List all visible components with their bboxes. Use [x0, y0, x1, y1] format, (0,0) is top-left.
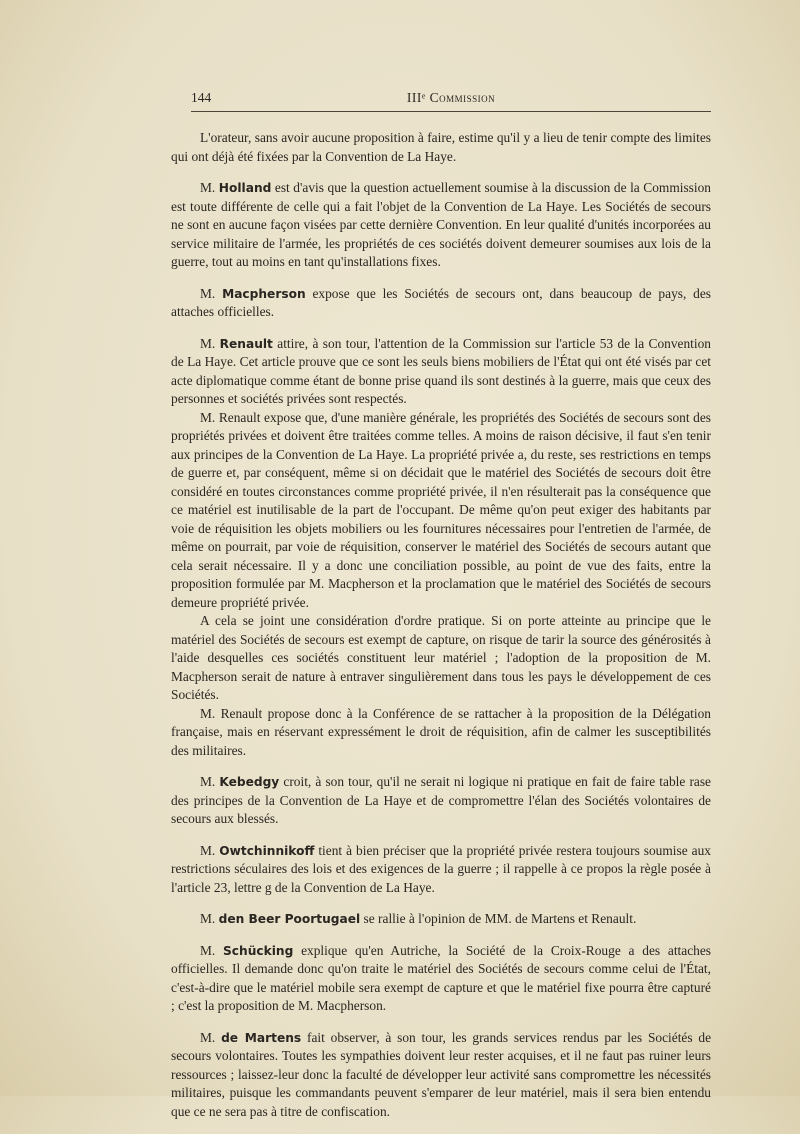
page-body	[171, 129, 712, 1134]
paragraph-text: croit, à son tour, qu'il ne serait ni logique ni pratique en fait de faire table rase des principes de la Convention de La Haye et de compromettre l'élan des Sociétés volontaires de secours aux blessés.	[171, 774, 711, 826]
speaker-prefix: M.	[200, 335, 220, 351]
speaker-prefix: M.	[200, 942, 224, 958]
speaker-prefix: M.	[200, 1029, 222, 1045]
running-title: IIIᵉ Commission	[406, 90, 496, 105]
paragraph-text: est d'avis que la question actuellement soumise à la discussion de la Commission est toute différente de celle qui a fait l'objet de la Convention de La Haye. Les Sociétés de secours ne sont en aucune façon visées par cette dernière Convention. En leur qualité d'unités incorporées au service militaire de l'armée, les propriétés de ces sociétés doivent demeurer soumises aux lois de la guerre, tout au moins en tant qu'installations fixes.	[171, 180, 711, 269]
paragraph	[171, 612, 711, 705]
speaker-name: Schücking	[223, 943, 294, 958]
page-header	[191, 88, 711, 108]
paragraph	[171, 129, 711, 166]
speaker-name: Owtchinnikoff	[219, 843, 315, 858]
speaker-prefix: M.	[200, 842, 220, 858]
speaker-prefix: M.	[200, 774, 220, 789]
paragraph-text: M. Renault propose donc à la Conférence de se rattacher à la proposition de la Délégation française, mais en réservant expressément le droit de réquisition, afin de calmer les susceptibilités des militaires.	[171, 705, 711, 758]
paragraph-text: se rallie à l'opinion de MM. de Martens et Renault.	[360, 911, 637, 926]
speaker-prefix: M.	[200, 911, 219, 926]
speaker-name: Kebedgy	[219, 775, 280, 789]
paragraph	[171, 409, 711, 613]
paragraph-text: explique qu'en Autriche, la Société de la Croix-Rouge a des attaches officielles. Il demande donc qu'on traite le matériel des Sociétés de secours comme celui de l'État, c'est-à-dire que le matériel mobile sera exempt de capture et que le matériel fixe pourra être capturé ; c'est la proposition de M. Macpherson.	[171, 942, 711, 1013]
paragraph	[171, 179, 711, 272]
paragraph-text: A cela se joint une considération d'ordre pratique. Si on porte atteinte au principe que le matériel des Sociétés de secours est exempt de capture, on risque de tarir la source des générosités à l'aide desquelles ces sociétés constituent leur matériel ; l'adoption de la proposition de M. Macpherson serait de nature à entraver singulièrement dans tous les pays le développement de ces Sociétés.	[171, 613, 711, 702]
paragraph	[171, 285, 711, 322]
speaker-name: de Martens	[221, 1030, 302, 1045]
paragraph	[171, 705, 711, 761]
speaker-name: den Beer Poortugael	[218, 912, 361, 926]
paragraph	[171, 773, 711, 829]
speaker-name: Holland	[218, 181, 272, 195]
paragraph-text: attire, à son tour, l'attention de la Commission sur l'article 53 de la Convention de La Haye. Cet article prouve que ce sont les seuls biens mobiliers de l'État qui ont été visés par cet acte diplomatique comme étant de bonne prise quand ils sont destinés à la guerre, mais que ceux des personnes et sociétés privées sont respectés.	[171, 335, 712, 406]
paragraph-text: fait observer, à son tour, les grands services rendus par les Sociétés de secours volontaires. Toutes les sympathies doivent leur rester acquises, et il ne faut pas ruiner leurs ressources ; laissez-leur donc la faculté de développer leur activité sans compromettre les nécessités militaires, puisque les commandants peuvent s'emparer de leur matériel, mais il sera bien entendu que ce ne sera pas à titre de confiscation.	[171, 1029, 712, 1119]
speaker-name: Macpherson	[222, 286, 306, 301]
paragraph	[171, 1029, 711, 1122]
speaker-prefix: M.	[200, 180, 219, 195]
header-rule	[191, 111, 711, 112]
paragraph	[171, 335, 711, 409]
page-number: 144	[191, 90, 212, 105]
paragraph-text: M. Renault expose que, d'une manière générale, les propriétés des Sociétés de secours sont des propriétés privées et doivent être traitées comme telles. A moins de raison décisive, il faut s'en tenir aux principes de la Convention de La Haye. La propriété privée a, du reste, ses restrictions en temps de guerre et, par conséquent, même si on décidait que le matériel des Sociétés de secours doit être considéré en toutes circonstances comme propriété privée, il n'en résulterait pas la conséquence que ce matériel est inutilisable de la part de l'occupant. De même qu'on peut exiger des habitants par voie de réquisition les objets mobiliers ou les fournitures nécessaires pour l'entretien de l'armée, de même on pourrait, par voie de réquisition, conserver le matériel des Sociétés de secours autant que cela serait nécessaire. Il y a donc une conciliation possible, au point de vue des faits, entre la proposition formulée par M. Macpherson et la proclamation que le matériel des Sociétés de secours demeure propriété privée.	[171, 409, 711, 610]
speaker-prefix: M.	[200, 285, 223, 301]
speaker-name: Renault	[219, 336, 273, 351]
paragraph	[171, 842, 711, 898]
paragraph-text: expose que les Sociétés de secours ont, dans beaucoup de pays, des attaches officielles.	[171, 285, 711, 319]
paragraph-text: L'orateur, sans avoir aucune proposition à faire, estime qu'il y a lieu de tenir compte des limites qui ont déjà été fixées par la Convention de La Haye.	[171, 130, 711, 164]
paragraph	[171, 942, 711, 1016]
paragraph	[171, 910, 711, 929]
paragraph-text: tient à bien préciser que la propriété privée restera toujours soumise aux restrictions séculaires des lois et des exigences de la guerre ; il rappelle à ce propos la règle posée à l'article 23, lettre g de la Convention de La Haye.	[171, 842, 711, 895]
